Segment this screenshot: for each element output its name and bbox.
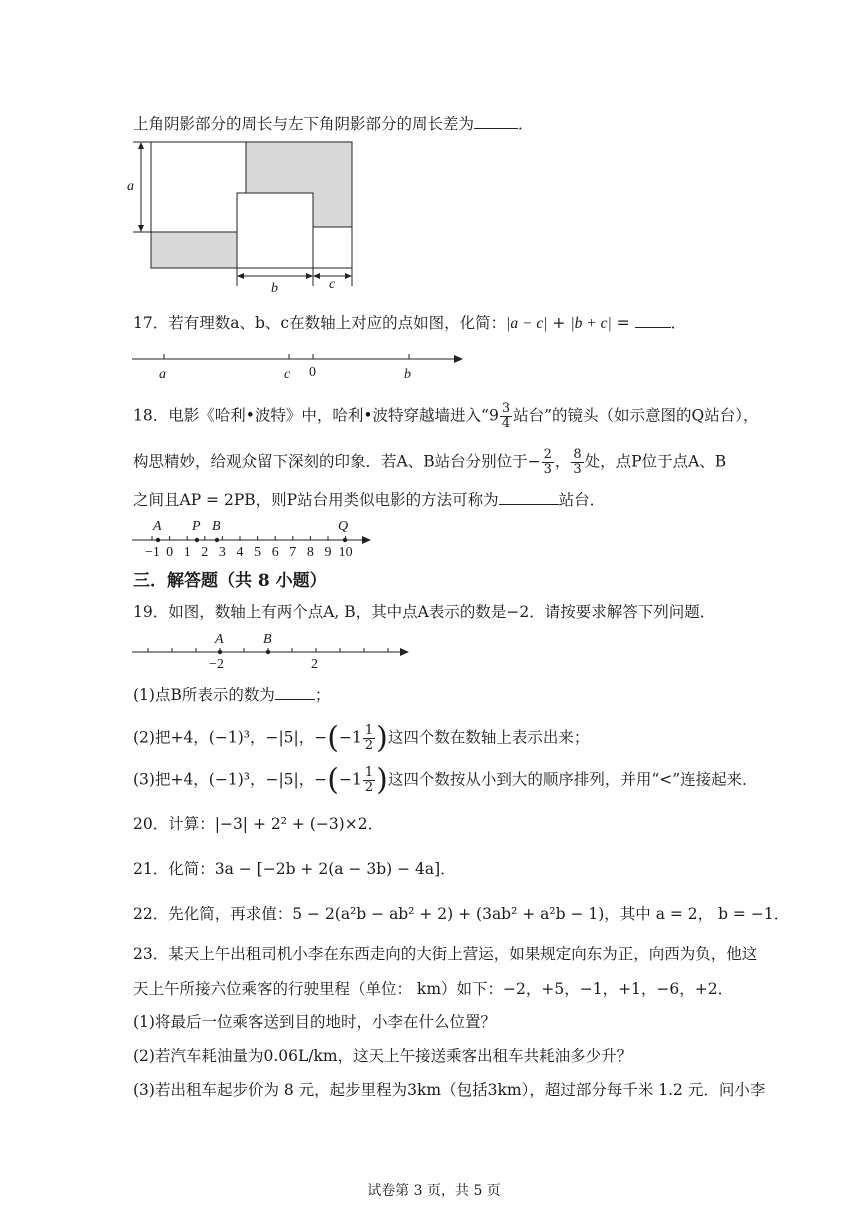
point-B-label: B xyxy=(212,519,221,534)
tick-label: −1 xyxy=(145,545,160,558)
q23-part1: (1)将最后一位乘客送到目的地时，小李在什么位置？ xyxy=(133,1013,496,1031)
fraction-1-2: $\frac{1}{2}$ xyxy=(364,723,374,753)
q16-figure xyxy=(125,136,360,296)
point-c-label: c xyxy=(284,367,291,382)
fraction-8-3: $\frac{8}{3}$ xyxy=(573,447,582,477)
q16-answer-blank xyxy=(474,112,518,129)
tick-label: 6 xyxy=(271,545,279,558)
q18-text-3a: 之间且AP = 2PB，则P站台用类似电影的方法可称为 xyxy=(133,491,499,509)
axis-arrow xyxy=(454,355,463,363)
q19-answer-blank xyxy=(275,683,315,700)
tick-label: 2 xyxy=(201,545,209,558)
q17-answer-blank xyxy=(635,311,671,328)
label-c: c xyxy=(329,277,336,292)
origin-label: 0 xyxy=(309,365,316,380)
fraction-2-3: $\frac{2}{3}$ xyxy=(543,447,552,477)
point-Q xyxy=(343,538,347,542)
tick-label: 4 xyxy=(236,545,244,558)
tick-label-neg2: −2 xyxy=(209,657,224,672)
tick-label: 1 xyxy=(183,545,191,558)
q17: 17．若有理数a、b、c在数轴上对应的点如图，化简：|a − c| + |b + c| = ． xyxy=(133,311,686,335)
point-A-label: A xyxy=(153,519,162,534)
tick-label: 9 xyxy=(324,545,332,558)
q22-text: 先化简，再求值：5 − 2(a²b − ab² + 2) + (3ab² + a²b − 1)，其中 a = 2， b = −1． xyxy=(168,905,790,923)
q21-text: 化简：3a − [−2b + 2(a − 3b) − 4a]． xyxy=(168,860,456,878)
plus-sign: + xyxy=(552,314,566,332)
label-b: b xyxy=(271,281,278,296)
lower-left-shaded-region xyxy=(151,232,237,268)
tick-label: 8 xyxy=(306,545,314,558)
q20 xyxy=(133,813,383,835)
q19-part2-text-a: (2)把+4，(−1)³，−|5|，− xyxy=(133,728,328,747)
question-number: 18． xyxy=(133,406,169,425)
q19-part2: (2)把+4，(−1)³，−|5|，−(−1 $\frac{1}{2}$ )这四个数在数轴上表示出来； xyxy=(133,720,590,756)
q19-text: 如图，数轴上有两个点A, B，其中点A表示的数是−2．请按要求解答下列问题． xyxy=(168,603,716,621)
q22 xyxy=(133,903,789,925)
q18-line3 xyxy=(133,488,605,511)
q17-number-line xyxy=(128,348,468,382)
point-A xyxy=(156,538,160,542)
fraction-3-4: $\frac{3}{4}$ xyxy=(501,401,511,431)
axis-arrow xyxy=(362,536,371,544)
question-number: 23． xyxy=(133,945,169,963)
question-number: 21． xyxy=(133,860,169,878)
question-number: 17． xyxy=(133,314,169,332)
q18-text-3b: 站台． xyxy=(558,491,606,509)
question-number: 19． xyxy=(133,603,169,621)
q21 xyxy=(133,858,456,880)
q17-expr-a: |a − c| xyxy=(506,315,548,332)
q19-part1-text: (1)点B所表示的数为 xyxy=(133,686,275,704)
point-B xyxy=(266,650,270,654)
q19-part3: (3)把+4，(−1)³，−|5|，−(−1 $\frac{1}{2}$ )这四个数按从小到大的顺序排列，并用“<”连接起来． xyxy=(133,762,758,798)
comma: ， xyxy=(554,452,571,471)
q18-answer-blank xyxy=(499,488,559,505)
equals-sign: = xyxy=(616,314,630,332)
tick-label-pos2: 2 xyxy=(311,657,318,672)
q19-stem xyxy=(133,601,715,623)
q18-text-2b: 处，点P位于点A、B xyxy=(584,452,727,471)
q19-part3-text-a: (3)把+4，(−1)³，−|5|，− xyxy=(133,770,328,789)
point-a-label: a xyxy=(159,367,166,382)
tick-label: 10 xyxy=(338,545,353,558)
tick-label: 7 xyxy=(289,545,297,558)
fraction-1-2: $\frac{1}{2}$ xyxy=(364,765,374,795)
q23-part3: (3)若出租车起步价为 8 元，起步里程为3km（包括3km），超过部分每千米 1.2 元．问小李 xyxy=(133,1081,766,1099)
section-heading: 三．解答题（共 8 小题） xyxy=(133,571,327,591)
tick-label: 3 xyxy=(218,545,226,558)
q18-text-2a: 构思精妙，给观众留下深刻的印象．若A、B站台分别位于− xyxy=(133,452,541,471)
point-B-label: B xyxy=(263,632,272,647)
q17-text: 若有理数a、b、c在数轴上对应的点如图，化简： xyxy=(168,314,507,332)
q18-line2 xyxy=(133,448,726,477)
q16-text-line: 上角阴影部分的周长与左下角阴影部分的周长差为 ． xyxy=(133,112,534,135)
q23-line2: 天上午所接六位乘客的行驶里程（单位： km）如下：−2，+5，−1，+1，−6，+2． xyxy=(133,980,734,998)
point-B xyxy=(215,538,219,542)
q19-part3-text-b: 这四个数按从小到大的顺序排列，并用“<”连接起来． xyxy=(387,770,758,789)
point-A-label: A xyxy=(215,632,224,647)
q19-number-line xyxy=(128,628,418,672)
point-Q-label: Q xyxy=(338,519,349,534)
q23-part2: (2)若汽车耗油量为0.06L/km，这天上午接送乘客出租车共耗油多少升？ xyxy=(133,1047,633,1065)
axis-arrow xyxy=(400,648,409,656)
inner-rectangle-c xyxy=(313,227,352,268)
point-A xyxy=(218,650,222,654)
q17-expr-b: |b + c| xyxy=(570,315,612,332)
q18-text-1a: 电影《哈利•波特》中，哈利•波特穿越墙进入“9 xyxy=(168,406,499,425)
point-b-label: b xyxy=(404,367,411,382)
q16-text: 上角阴影部分的周长与左下角阴影部分的周长差为 xyxy=(133,115,475,133)
q18-number-line xyxy=(128,514,378,558)
q23-line1 xyxy=(133,943,757,965)
mixed-whole: −1 xyxy=(338,728,362,747)
page-footer: 试卷第 3 页，共 5 页 xyxy=(367,1183,501,1199)
q18-line1 xyxy=(133,402,758,431)
tick-label: 0 xyxy=(166,545,174,558)
question-number: 20． xyxy=(133,815,169,833)
inner-rectangle-b xyxy=(237,193,313,268)
q19-part2-text-b: 这四个数在数轴上表示出来； xyxy=(387,728,590,747)
semicolon: ； xyxy=(314,686,331,704)
label-a: a xyxy=(127,179,134,194)
q20-text: 计算：|−3| + 2² + (−3)×2． xyxy=(168,815,384,833)
tick-label: 5 xyxy=(254,545,262,558)
point-P-label: P xyxy=(192,519,201,534)
q18-text-1b: 站台”的镜头（如示意图的Q站台）， xyxy=(513,406,759,425)
q23-text-1: 某天上午出租司机小李在东西走向的大街上营运，如果规定向东为正，向西为负，他这 xyxy=(168,945,758,963)
question-number: 22． xyxy=(133,905,169,923)
point-P xyxy=(195,538,199,542)
q19-part1 xyxy=(133,683,330,706)
mixed-whole: −1 xyxy=(338,770,362,789)
